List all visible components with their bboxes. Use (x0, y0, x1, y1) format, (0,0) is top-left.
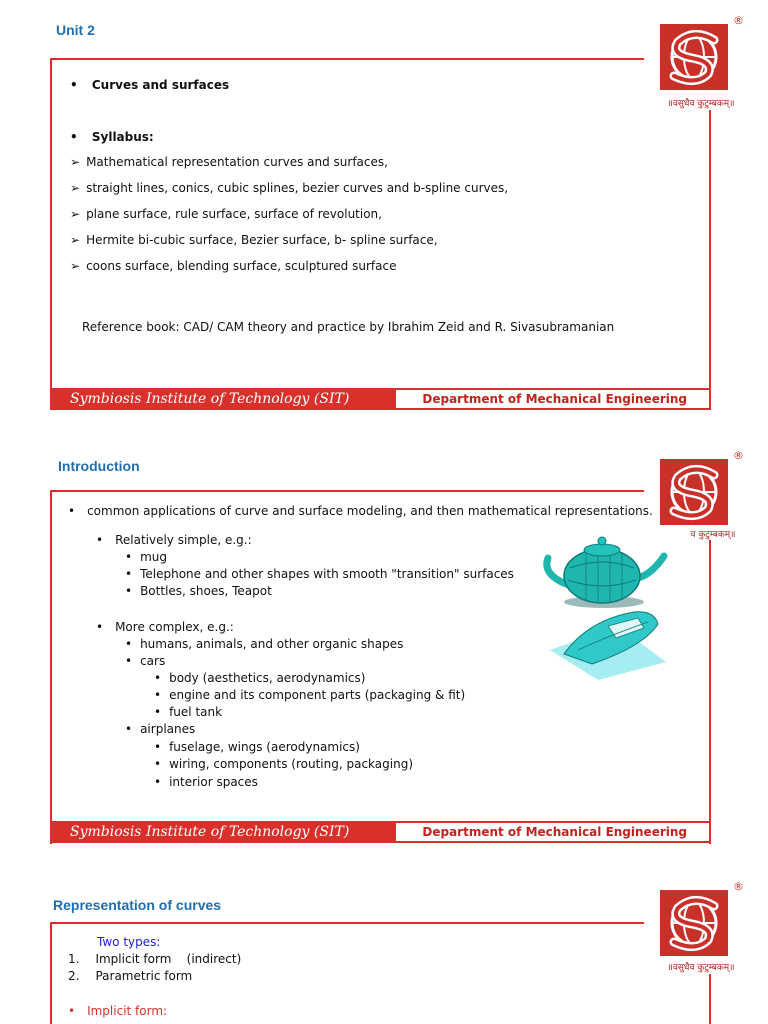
type-item (68, 968, 192, 985)
topic-text: Curves and surfaces (91, 78, 230, 92)
bullet-dot: • (154, 671, 162, 685)
car-item-text: fuel tank (169, 705, 223, 719)
syllabus-item-text: coons surface, blending surface, sculptured surface (86, 259, 397, 273)
registered-mark: ® (733, 14, 744, 27)
complex-item-text: humans, animals, and other organic shapes (140, 637, 404, 651)
left-rule (50, 922, 52, 1024)
syllabus-item-text: straight lines, conics, cubic splines, bezier curves and b-spline curves, (86, 181, 509, 195)
slide-title: Representation of curves (53, 897, 222, 913)
bullet-dot: • (70, 130, 78, 144)
car-item-text: body (aesthetics, aerodynamics) (169, 671, 366, 685)
simple-heading-text: Relatively simple, e.g.: (115, 533, 252, 547)
type-label: Parametric form (95, 969, 193, 983)
plane-item-text: wiring, components (routing, packaging) (169, 757, 414, 771)
arrow-bullet-icon: ➢ (70, 259, 81, 273)
type-item (68, 951, 241, 968)
plane-item-text: fuselage, wings (aerodynamics) (169, 740, 360, 754)
arrow-bullet-icon: ➢ (70, 233, 81, 247)
reference-book: Reference book: CAD/ CAM theory and practice by Ibrahim Zeid and R. Sivasubramanian (82, 320, 615, 334)
right-rule (709, 974, 711, 1024)
logo-motto: ॥वसुधैव कुटुम्बकम्॥ (667, 99, 735, 109)
bullet-dot: • (125, 567, 133, 581)
bullet-dot: • (70, 78, 78, 92)
footer-department: Department of Mechanical Engineering (396, 823, 709, 841)
footer-department: Department of Mechanical Engineering (396, 390, 709, 408)
bullet-dot: • (68, 1004, 76, 1018)
type-number: 2. (68, 969, 80, 983)
bullet-dot: • (125, 637, 133, 651)
arrow-bullet-icon: ➢ (70, 155, 81, 169)
implicit-heading-text: Implicit form: (87, 1004, 168, 1018)
bullet-dot: • (125, 654, 133, 668)
syllabus-item-text: Mathematical representation curves and surfaces, (86, 155, 388, 169)
car-item-text: engine and its component parts (packaging & fit) (169, 688, 466, 702)
arrow-bullet-icon: ➢ (70, 181, 81, 195)
sit-logo-icon (658, 886, 730, 960)
registered-mark: ® (733, 449, 744, 462)
bullet-dot: • (125, 550, 133, 564)
complex-item-text: cars (140, 654, 166, 668)
logo-motto: व कुटुम्बकम्॥ (690, 530, 736, 540)
footer-institute: Symbiosis Institute of Technology (SIT) (70, 824, 350, 840)
bullet-dot: • (154, 775, 162, 789)
implicit-heading (68, 1003, 167, 1020)
bullet-dot: • (154, 757, 162, 771)
plane-item-text: interior spaces (169, 775, 258, 789)
type-label: Implicit form (indirect) (95, 952, 242, 966)
syllabus-item-text: Hermite bi-cubic surface, Bezier surface, b- spline surface, (86, 233, 438, 247)
two-types-heading: Two types: (97, 935, 161, 949)
bullet-dot: • (96, 620, 104, 634)
arrow-bullet-icon: ➢ (70, 207, 81, 221)
slide-title: Unit 2 (56, 22, 95, 38)
bullet-dot: • (96, 533, 104, 547)
bullet-dot: • (68, 504, 76, 518)
syllabus-label: Syllabus: (91, 130, 154, 144)
bullet-dot: • (154, 705, 162, 719)
slide-title: Introduction (58, 458, 140, 474)
complex-heading-text: More complex, e.g.: (115, 620, 234, 634)
bullet-dot: • (154, 688, 162, 702)
simple-item-text: Telephone and other shapes with smooth "transition" surfaces (140, 567, 514, 581)
type-number: 1. (68, 952, 80, 966)
logo-motto: ॥वसुधैव कुटुम्बकम्॥ (667, 963, 735, 973)
bullet-dot: • (125, 584, 133, 598)
simple-item-text: Bottles, shoes, Teapot (140, 584, 272, 598)
bullet-dot: • (154, 740, 162, 754)
sit-logo (658, 880, 744, 973)
top-rule (50, 922, 644, 924)
registered-mark: ® (733, 880, 744, 893)
lead-text: common applications of curve and surface modeling, and then mathematical representations. (87, 504, 653, 518)
bullet-dot: • (125, 722, 133, 736)
complex-item-text: airplanes (140, 722, 196, 736)
footer-institute: Symbiosis Institute of Technology (SIT) (70, 391, 350, 407)
simple-item-text: mug (140, 550, 167, 564)
syllabus-item-text: plane surface, rule surface, surface of revolution, (86, 207, 382, 221)
